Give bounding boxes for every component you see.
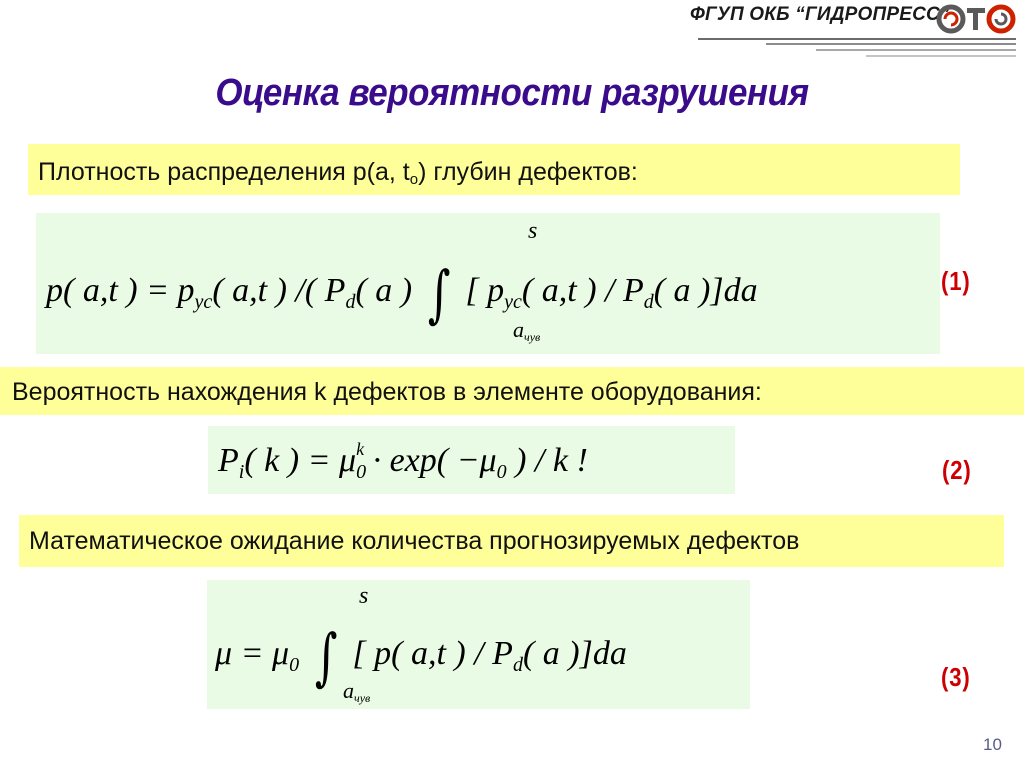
integral-lower-limit: $a_{чув}$ — [343, 678, 371, 705]
equation-number-2: (2) — [942, 455, 972, 485]
probability-label-text: Вероятность нахождения k дефектов в элементе оборудования: — [12, 378, 762, 406]
formula-3-box — [207, 580, 750, 709]
equation-number-1: (1) — [941, 266, 971, 296]
page-number: 10 — [983, 735, 1002, 754]
expectation-label-text: Математическое ожидание количества прогнозируемых дефектов — [29, 527, 800, 555]
integral-sign: ∫ — [427, 257, 451, 330]
company-logo-icon — [935, 2, 1017, 36]
density-label-text-end: ) глубин дефектов: — [418, 158, 638, 186]
slide-title: Оценка вероятности разрушения — [215, 72, 809, 114]
density-label-text: Плотность распределения p(a, t — [38, 158, 410, 186]
probability-label-box — [0, 367, 1024, 415]
formula-2: $P_i$( k ) = $\mu_0^k \cdot \exp( -\mu_0$ ) / k ! — [218, 439, 588, 483]
density-label-subscript: o — [409, 171, 419, 188]
formula-1-box — [36, 213, 940, 354]
equation-number-3: (3) — [941, 662, 971, 692]
integral-upper-limit: s — [359, 583, 369, 609]
header-rule — [698, 38, 1016, 40]
integral-lower-limit: $a_{чув}$ — [513, 317, 541, 344]
formula-1: p( a,t ) = $p_{yc}$( a,t ) /( $P_d$( a ) ∫ [ $p_{yc}$( a,t ) / $P_d$( a )]da — [46, 257, 758, 330]
expectation-label-box — [19, 515, 1004, 567]
header-rule — [816, 49, 1016, 51]
formula-3: $\mu = \mu_0$ ∫ [ p( a,t ) / $P_d$( a )]da — [215, 620, 627, 693]
integral-sign: ∫ — [314, 620, 338, 693]
header-rule — [766, 43, 1016, 45]
integral-upper-limit: s — [528, 218, 538, 244]
company-logo-text: ФГУП ОКБ “ГИДРОПРЕСС” — [690, 4, 950, 25]
header-rule — [866, 55, 1016, 57]
density-label-box — [28, 144, 960, 195]
formula-2-box — [208, 426, 735, 494]
